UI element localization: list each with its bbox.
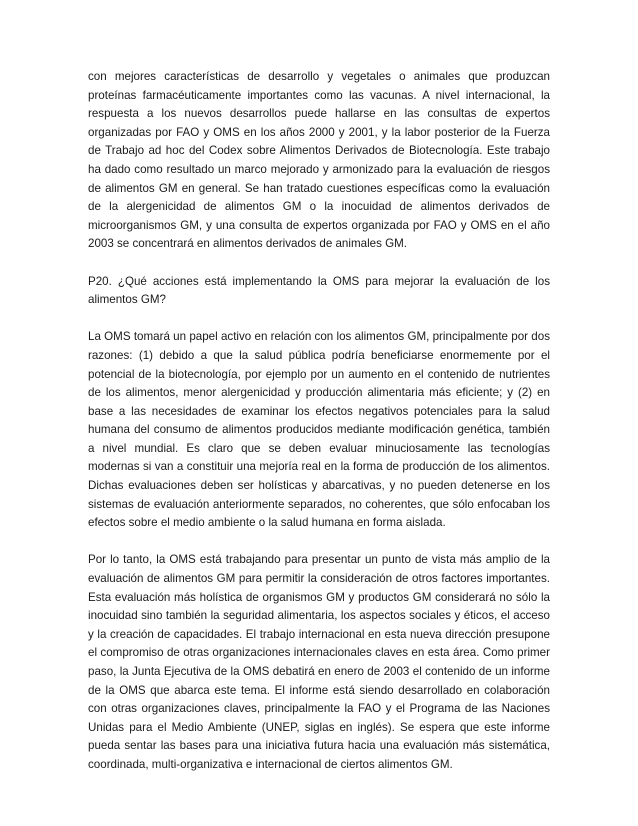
question-heading-p20: P20. ¿Qué acciones está implementando la OMS para mejorar la evaluación de los alimentos GM? — [88, 274, 550, 307]
paragraph-holistic-evaluation: Por lo tanto, la OMS está trabajando para presentar un punto de vista más amplio de la evaluación de alimentos GM para permitir la consideración de otros factores importantes. Esta evaluación más holística de organismos GM y productos GM considerará no sólo la inocuidad sino también la seguridad alimentaria, los aspectos sociales y éticos, el acceso y la creación de capacidades. El trabajo internacional en esta nueva dirección presupone el compromiso de otras organizaciones internacionales claves en esta área. Como primer paso, la Junta Ejecutiva de la OMS debatirá en enero de 2003 el contenido de un informe de la OMS que abarca este tema. El informe está siendo desarrollado en colaboración con otras organizaciones claves, principalmente la FAO y el Programa de las Naciones Unidas para el Medio Ambiente (UNEP, siglas en inglés). Se espera que este informe pueda sentar las bases para una iniciativa futura hacia una evaluación más sistemática, coordinada, multi-organizativa e internacional de ciertos alimentos GM. — [88, 553, 550, 771]
paragraph-intro: con mejores características de desarrollo y vegetales o animales que produzcan proteínas farmacéuticamente importantes como las vacunas. A nivel internacional, la respuesta a los nuevos desarrollos puede hallarse en las consultas de expertos organizadas por FAO y OMS en los años 2000 y 2001, y la labor posterior de la Fuerza de Trabajo ad hoc del Codex sobre Alimentos Derivados de Biotecnología. Este trabajo ha dado como resultado un marco mejorado y armonizado para la evaluación de riesgos de alimentos GM en general. Se han tratado cuestiones específicas como la evaluación de la alergenicidad de alimentos GM o la inocuidad de alimentos derivados de microorganismos GM, y una consulta de expertos organizada por FAO y OMS en el año 2003 se concentrará en alimentos derivados de animales GM. — [88, 70, 550, 251]
paragraph-who-role: La OMS tomará un papel activo en relación con los alimentos GM, principalmente por dos razones: (1) debido a que la salud pública podría beneficiarse enormemente por el potencial de la biotecnología, por ejemplo por un aumento en el contenido de nutrientes de los alimentos, menor alergenicidad y producción alimentaria más eficiente; y (2) en base a las necesidades de examinar los efectos negativos potenciales para la salud humana del consumo de alimentos producidos mediante modificación genética, también a nivel mundial. Es claro que se deben evaluar minuciosamente las tecnologías modernas si van a constituir una mejoría real en la forma de producción de los alimentos. Dichas evaluaciones deben ser holísticas y abarcativas, y no pueden detenerse en los sistemas de evaluación anteriormente separados, no coherentes, que sólo enfocaban los efectos sobre el medio ambiente o la salud humana en forma aislada. — [88, 330, 550, 530]
document-page — [88, 68, 550, 775]
